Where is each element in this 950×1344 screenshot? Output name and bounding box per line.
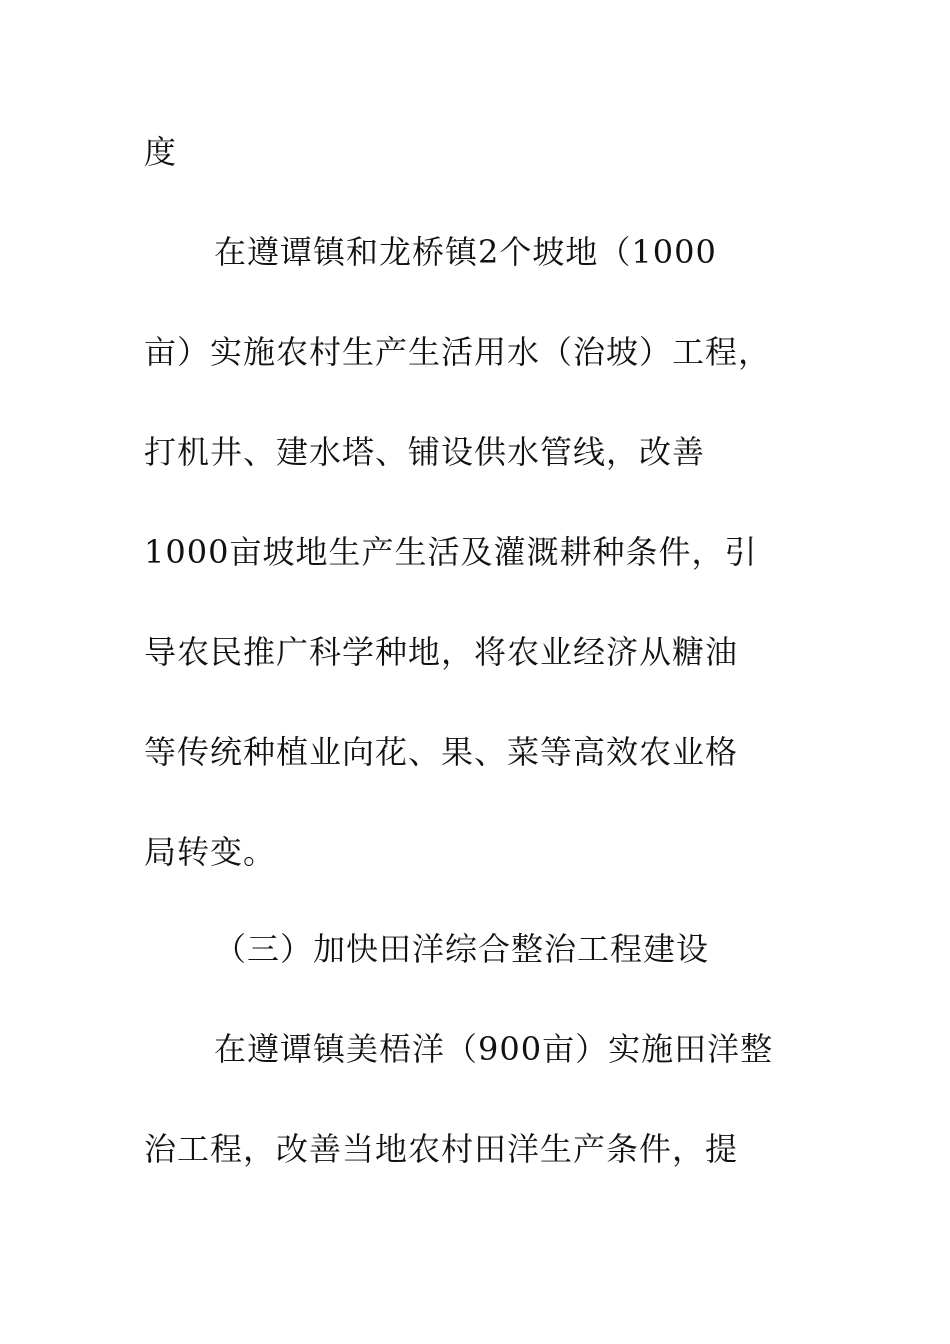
paragraph-first-line: 在遵谭镇和龙桥镇2个坡地（1000 — [214, 233, 717, 271]
text-line: 度 — [144, 133, 178, 171]
text-line: 等传统种植业向花、果、菜等高效农业格 — [144, 733, 739, 771]
text-line: 治工程，改善当地农村田洋生产条件，提 — [144, 1130, 739, 1168]
text-line: 1000亩坡地生产生活及灌溉耕种条件，引 — [144, 533, 758, 571]
paragraph-first-line: 在遵谭镇美梧洋（900亩）实施田洋整 — [214, 1030, 774, 1068]
section-heading: （三）加快田洋综合整治工程建设 — [214, 930, 710, 968]
text-line: 打机井、建水塔、铺设供水管线，改善 — [144, 433, 706, 471]
text-line: 亩）实施农村生产生活用水（治坡）工程， — [144, 333, 772, 371]
text-line: 导农民推广科学种地，将农业经济从糖油 — [144, 633, 739, 671]
text-line: 局转变。 — [144, 833, 277, 871]
